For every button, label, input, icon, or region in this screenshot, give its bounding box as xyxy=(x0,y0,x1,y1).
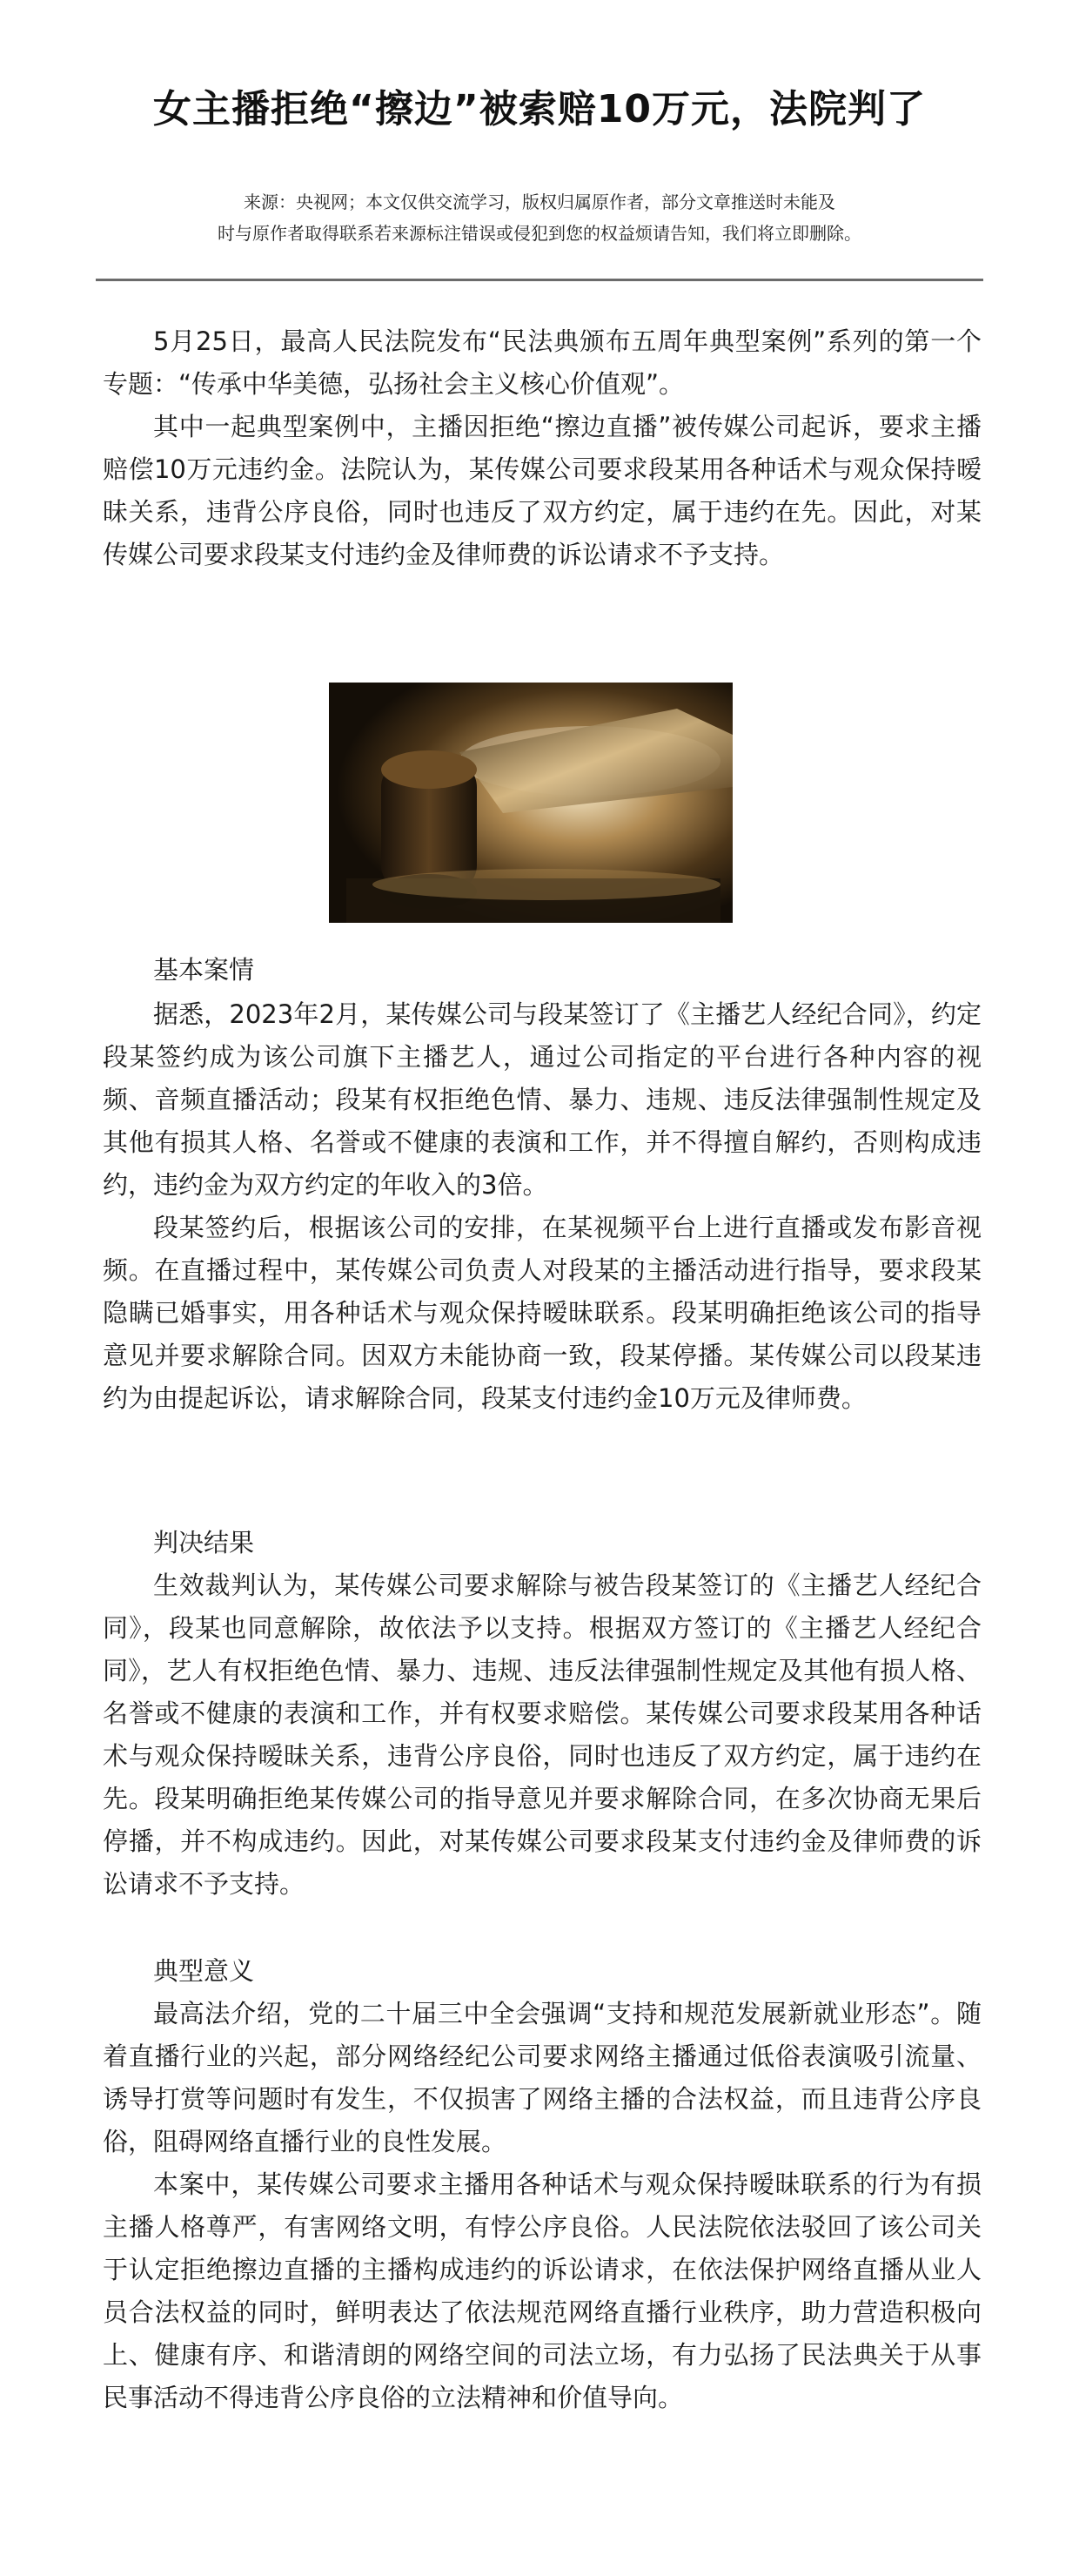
source-notice-line-1: 来源：央视网；本文仅供交流学习，版权归属原作者，部分文章推送时未能及 xyxy=(244,192,835,212)
intro-section xyxy=(103,320,982,576)
meaning-paragraph-2: 本案中，某传媒公司要求主播用各种话术与观众保持暧昧联系的行为有损主播人格尊严，有害网络文明，有悖公序良俗。人民法院依法驳回了该公司关于认定拒绝擦边直播的主播构成违约的诉讼请求，在依法保护网络直播从业人员合法权益的同时，鲜明表达了依法规范网络直播行业秩序，助力营造积极向上、健康有序、和谐清朗的网络空间的司法立场，有力弘扬了民法典关于从事民事活动不得违背公序良俗的立法精神和价值导向。 xyxy=(103,2169,982,2412)
header-divider xyxy=(96,279,983,281)
source-notice xyxy=(104,186,975,249)
result-paragraph-1: 生效裁判认为，某传媒公司要求解除与被告段某签订的《主播艺人经纪合同》，段某也同意解除，故依法予以支持。根据双方签订的《主播艺人经纪合同》，艺人有权拒绝色情、暴力、违规、违反法律强制性规定及其他有损人格、名誉或不健康的表演和工作，并有权要求赔偿。某传媒公司要求段某用各种话术与观众保持暧昧关系，违背公序良俗，同时也违反了双方约定，属于违约在先。段某明确拒绝某传媒公司的指导意见并要求解除合同，在多次协商无果后停播，并不构成违约。因此，对某传媒公司要求段某支付违约金及律师费的诉讼请求不予支持。 xyxy=(103,1570,982,1899)
section-heading-basic: 基本案情 xyxy=(153,955,255,985)
basic-paragraph-1: 据悉，2023年2月，某传媒公司与段某签订了《主播艺人经纪合同》，约定段某签约成为该公司旗下主播艺人，通过公司指定的平台进行各种内容的视频、音频直播活动；段某有权拒绝色情、暴力、违规、违反法律强制性规定及其他有损其人格、名誉或不健康的表演和工作，并不得擅自解约，否则构成违约，违约金为双方约定的年收入的3倍。 xyxy=(103,999,982,1200)
gavel-image-icon xyxy=(329,683,733,923)
section-heading-meaning: 典型意义 xyxy=(153,1956,255,1986)
intro-paragraph-1: 5月25日，最高人民法院发布“民法典颁布五周年典型案例”系列的第一个专题：“传承中华美德，弘扬社会主义核心价值观”。 xyxy=(103,326,982,399)
intro-paragraph-2: 其中一起典型案例中，主播因拒绝“擦边直播”被传媒公司起诉，要求主播赔偿10万元违约金。法院认为，某传媒公司要求段某用各种话术与观众保持暧昧关系，违背公序良俗，同时也违反了双方约定，属于违约在先。因此，对某传媒公司要求段某支付违约金及律师费的诉讼请求不予支持。 xyxy=(103,412,982,569)
meaning-section xyxy=(103,1993,982,2419)
article-title: 女主播拒绝“擦边”被索赔10万元，法院判了 xyxy=(152,87,927,131)
section-heading-result: 判决结果 xyxy=(153,1528,255,1557)
meaning-paragraph-1: 最高法介绍，党的二十届三中全会强调“支持和规范发展新就业形态”。随着直播行业的兴起，部分网络经纪公司要求网络主播通过低俗表演吸引流量、诱导打赏等问题时有发生，不仅损害了网络主播的合法权益，而且违背公序良俗，阻碍网络直播行业的良性发展。 xyxy=(103,1999,982,2156)
basic-paragraph-2: 段某签约后，根据该公司的安排，在某视频平台上进行直播或发布影音视频。在直播过程中，某传媒公司负责人对段某的主播活动进行指导，要求段某隐瞒已婚事实，用各种话术与观众保持暧昧联系。段某明确拒绝该公司的指导意见并要求解除合同。因双方未能协商一致，段某停播。某传媒公司以段某违约为由提起诉讼，请求解除合同，段某支付违约金10万元及律师费。 xyxy=(103,1213,982,1413)
gavel-photo xyxy=(329,683,733,923)
result-section xyxy=(103,1564,982,1906)
basic-section xyxy=(103,993,982,1420)
source-notice-line-2: 时与原作者取得联系若来源标注错误或侵犯到您的权益烦请告知，我们将立即删除。 xyxy=(218,223,861,244)
